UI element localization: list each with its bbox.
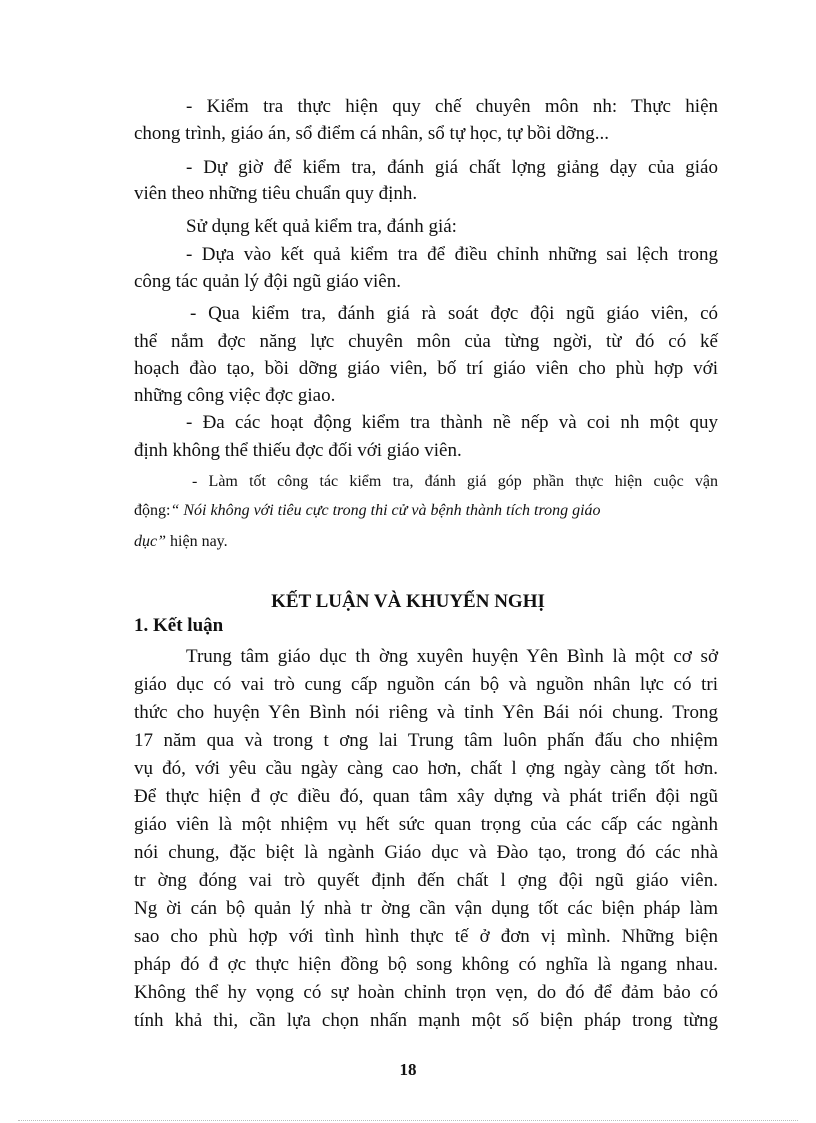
text-line: những công việc đợc giao.: [134, 385, 336, 406]
text-line: giáo viên là một nhiệm vụ hết sức quan trọng của các cấp các ngành: [134, 814, 718, 835]
text-line: Sử dụng kết quả kiểm tra, đánh giá:: [186, 216, 457, 237]
text-line: tr ờng đóng vai trò quyết định đến chất l ợng đội ngũ giáo viên.: [134, 870, 718, 891]
text-line: thức cho huyện Yên Bình nói riêng và tỉnh Yên Bái nói chung. Trong: [134, 702, 718, 723]
text-line: chong trình, giáo án, sổ điểm cá nhân, sổ tự học, tự bồi dỡng...: [134, 123, 609, 144]
text-line: Trung tâm giáo dục th ờng xuyên huyện Yên Bình là một cơ sở: [186, 646, 718, 667]
text-line: sao cho phù hợp với tình hình thực tế ở đơn vị mình. Những biện: [134, 926, 718, 947]
text-line: công tác quản lý đội ngũ giáo viên.: [134, 271, 401, 292]
close-quote: ”: [157, 533, 167, 550]
text-line: định không thể thiếu đợc đối với giáo viên.: [134, 440, 462, 461]
quote-line-end: [134, 530, 718, 554]
text-line: - Dựa vào kết quả kiểm tra để điều chỉnh những sai lệch trong: [186, 244, 718, 265]
quote-prefix: động:: [134, 502, 171, 519]
text-line: Để thực hiện đ ợc điều đó, quan tâm xây dựng và phát triển đội ngũ: [134, 786, 718, 807]
text-line: giáo dục có vai trò cung cấp nguồn cán bộ và nguồn nhân lực có tri: [134, 674, 718, 695]
text-line: pháp đó đ ợc thực hiện đồng bộ song không có nghĩa là ngang nhau.: [134, 954, 718, 975]
text-line: - Kiểm tra thực hiện quy chế chuyên môn nh: Thực hiện: [186, 96, 718, 117]
page-number: 18: [399, 1060, 417, 1079]
text-line: tính khả thi, cần lựa chọn nhấn mạnh một số biện pháp trong từng: [134, 1010, 718, 1031]
text-line: viên theo những tiêu chuẩn quy định.: [134, 183, 418, 204]
quote-text: Nói không với tiêu cực trong thi cử và bệnh thành tích trong giáo: [183, 502, 601, 519]
text-line: - Dự giờ để kiểm tra, đánh giá chất lợng giảng dạy của giáo: [186, 157, 718, 178]
text-line: - Làm tốt công tác kiểm tra, đánh giá góp phần thực hiện cuộc vận: [192, 473, 718, 490]
page-border: [18, 1120, 798, 1121]
quote-text-end: dục: [134, 533, 158, 550]
text-line: Ng ời cán bộ quản lý nhà tr ờng cần vận dụng tốt các biện pháp làm: [134, 898, 718, 919]
text-line: - Đa các hoạt động kiểm tra thành nề nếp và coi nh một quy: [186, 412, 718, 433]
text-line: 17 năm qua và trong t ơng lai Trung tâm luôn phấn đấu cho nhiệm: [134, 730, 718, 751]
section-heading: 1. Kết luận: [134, 615, 224, 636]
quote-line: [134, 499, 718, 523]
text-line: hoạch đào tạo, bồi dỡng giáo viên, bố trí giáo viên cho phù hợp với: [134, 358, 718, 379]
quote-suffix: hiện nay.: [170, 533, 228, 550]
text-line: vụ đó, với yêu cầu ngày càng cao hơn, chất l ợng ngày càng tốt hơn.: [134, 758, 718, 779]
text-line: - Qua kiểm tra, đánh giá rà soát đợc đội ngũ giáo viên, có: [190, 303, 718, 324]
text-line: thể nắm đợc năng lực chuyên môn của từng ngời, từ đó có kế: [134, 331, 718, 352]
text-line: Không thể hy vọng có sự hoàn chỉnh trọn vẹn, do đó để đảm bảo có: [134, 982, 718, 1003]
text-line: nói chung, đặc biệt là ngành Giáo dục và Đào tạo, trong đó các nhà: [134, 842, 718, 863]
section-title: KẾT LUẬN VÀ KHUYẾN NGHỊ: [271, 591, 545, 612]
open-quote: “: [170, 502, 180, 519]
